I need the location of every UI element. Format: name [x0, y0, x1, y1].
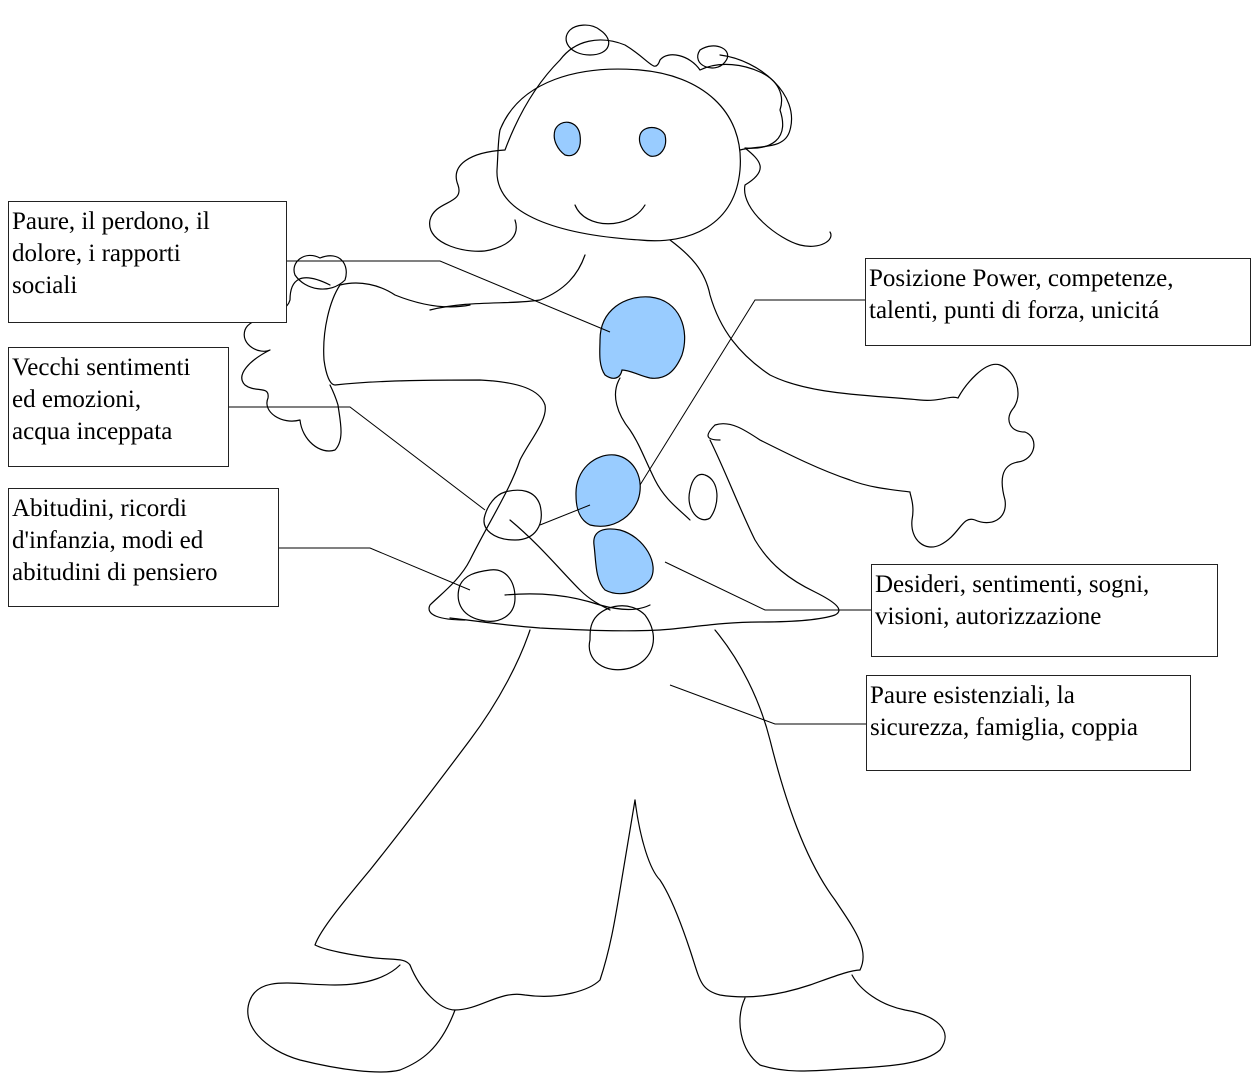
hand-right-mid [689, 474, 717, 519]
hair-right [720, 55, 792, 150]
label-line: sociali [12, 272, 78, 299]
neck-left [430, 255, 585, 310]
label-line: d'infanzia, modi ed [12, 527, 204, 554]
leader-line-3 [279, 548, 470, 590]
pants-right [715, 630, 863, 970]
label-root-habits [8, 488, 279, 607]
hand-left-lower [458, 570, 515, 622]
label-line: Posizione Power, competenze, [869, 265, 1174, 292]
arm-right [708, 364, 1034, 547]
pants-left [315, 630, 530, 965]
label-root-fears [866, 675, 1191, 771]
label-line: dolore, i rapporti [12, 240, 181, 267]
label-line: Vecchi sentimenti [12, 354, 191, 381]
label-solar-plexus [865, 258, 1251, 346]
chakra-throat [600, 297, 685, 378]
label-line: Paure esistenziali, la [870, 682, 1075, 709]
eye-right [639, 128, 665, 157]
label-line: Desideri, sentimenti, sogni, [875, 571, 1150, 598]
label-line: Abitudini, ricordi [12, 495, 187, 522]
leader-line-5 [665, 562, 871, 610]
arm-left [324, 283, 546, 620]
head-outline [497, 69, 740, 241]
hand-left-mid [484, 490, 541, 540]
label-line: talenti, punti di forza, unicitá [869, 297, 1160, 324]
label-line: abitudini di pensiero [12, 559, 218, 586]
label-line: ed emozioni, [12, 386, 142, 413]
label-sacral-chakra [8, 347, 229, 467]
pants-inseam-left [410, 800, 635, 1010]
hair-curl-2 [698, 46, 728, 68]
label-line: visioni, autorizzazione [875, 603, 1102, 630]
foot-left [248, 965, 455, 1072]
pants-inseam-right [635, 800, 860, 997]
label-line: acqua inceppata [12, 418, 173, 445]
eye-left [554, 122, 580, 155]
torso-line-3 [505, 594, 650, 610]
leader-line-6 [670, 685, 866, 724]
label-line: sicurezza, famiglia, coppia [870, 714, 1138, 741]
label-heart-desires [871, 564, 1218, 657]
leader-line-1 [287, 261, 610, 332]
label-line: Paure, il perdono, il [12, 208, 210, 235]
chakra-heart [594, 529, 653, 594]
label-throat-chakra [8, 201, 287, 323]
torso-right [450, 440, 839, 631]
foot-right [740, 975, 945, 1071]
mouth [575, 205, 645, 224]
root-circle [589, 606, 653, 670]
chakra-solar-plexus [576, 455, 640, 526]
